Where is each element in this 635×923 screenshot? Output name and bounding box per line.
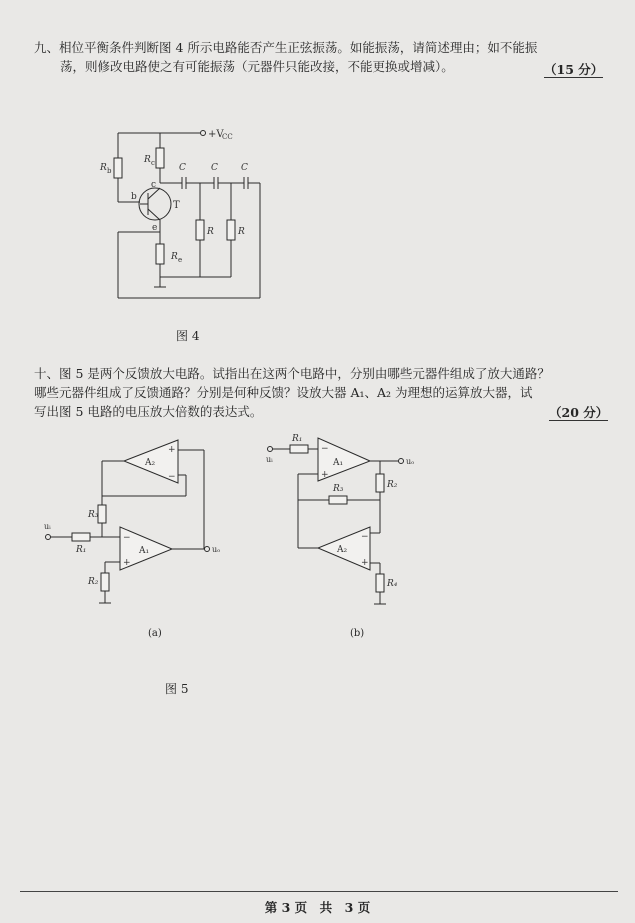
svg-text:R₂: R₂ xyxy=(387,480,398,490)
svg-text:C: C xyxy=(179,163,186,173)
svg-text:uᵢ: uᵢ xyxy=(44,522,51,531)
svg-text:A₁: A₁ xyxy=(139,546,150,556)
svg-text:e: e xyxy=(178,256,183,264)
svg-text:uₒ: uₒ xyxy=(406,457,415,466)
svg-text:R₃: R₃ xyxy=(333,484,344,494)
q10-line2: 哪些元器件组成了反馈通路？分别是何种反馈？设放大器 A₁、A₂ 为理想的运算放大器，试 xyxy=(34,385,533,400)
svg-text:A₂: A₂ xyxy=(145,458,156,468)
svg-text:A₂: A₂ xyxy=(337,545,348,555)
svg-text:+: + xyxy=(168,445,176,455)
q9-line1: 九、相位平衡条件判断图 4 所示电路能否产生正弦振荡。如能振荡，请简述理由；如不能振 xyxy=(34,40,538,55)
resistor-r2-a xyxy=(101,573,109,591)
resistor-r3-a xyxy=(98,505,106,523)
svg-text:R: R xyxy=(171,252,178,262)
svg-text:R: R xyxy=(238,227,245,237)
fig5b-label: (b) xyxy=(350,628,365,639)
svg-text:R₁: R₁ xyxy=(292,434,303,444)
svg-text:R₁: R₁ xyxy=(76,545,87,555)
svg-text:R₃: R₃ xyxy=(88,510,99,520)
svg-text:R: R xyxy=(207,227,214,237)
svg-text:uᵢ: uᵢ xyxy=(266,455,273,464)
resistor-r1-a xyxy=(72,533,90,541)
svg-text:R: R xyxy=(144,155,151,165)
q10-line3: 写出图 5 电路的电压放大倍数的表达式。 xyxy=(34,404,263,419)
svg-text:+: + xyxy=(321,470,329,480)
svg-text:C: C xyxy=(241,163,248,173)
svg-text:−: − xyxy=(168,472,176,482)
svg-text:c: c xyxy=(151,159,155,167)
vcc-label: +V xyxy=(208,129,224,140)
fig4-caption: 图 4 xyxy=(176,329,200,343)
q9-score: （15 分） xyxy=(544,62,604,77)
svg-text:+: + xyxy=(123,558,131,568)
svg-text:−: − xyxy=(123,533,131,543)
q10-score: （20 分） xyxy=(549,405,609,420)
fig5-caption: 图 5 xyxy=(165,682,189,696)
svg-text:T: T xyxy=(173,200,180,211)
svg-text:b: b xyxy=(107,167,112,175)
svg-text:C: C xyxy=(211,163,218,173)
svg-text:R₂: R₂ xyxy=(88,577,99,587)
svg-text:A₁: A₁ xyxy=(333,458,344,468)
resistor-r2-b xyxy=(376,474,384,492)
svg-text:R: R xyxy=(100,163,107,173)
svg-text:uₒ: uₒ xyxy=(212,545,221,554)
resistor-r1-b xyxy=(290,445,308,453)
q10-line1: 十、图 5 是两个反馈放大电路。试指出在这两个电路中，分别由哪些元器件组成了放大通路？ xyxy=(34,366,550,381)
svg-text:−: − xyxy=(321,444,329,454)
resistor-r4-b xyxy=(376,574,384,592)
vcc-sub: CC xyxy=(222,133,233,141)
base-label: b xyxy=(131,192,137,202)
q9-line2: 荡，则修改电路使之有可能振荡（元器件只能改接，不能更换或增减）。 xyxy=(60,59,454,74)
resistor-r3-b xyxy=(329,496,347,504)
svg-text:+: + xyxy=(361,558,369,568)
svg-text:R₄: R₄ xyxy=(387,579,398,589)
emitter-label: e xyxy=(152,223,158,233)
footer-divider xyxy=(20,891,618,892)
page-footer: 第 3 页 共 3 页 xyxy=(264,900,371,915)
svg-text:−: − xyxy=(361,532,369,542)
fig5a-label: (a) xyxy=(148,628,162,639)
collector-label: c xyxy=(151,180,157,190)
